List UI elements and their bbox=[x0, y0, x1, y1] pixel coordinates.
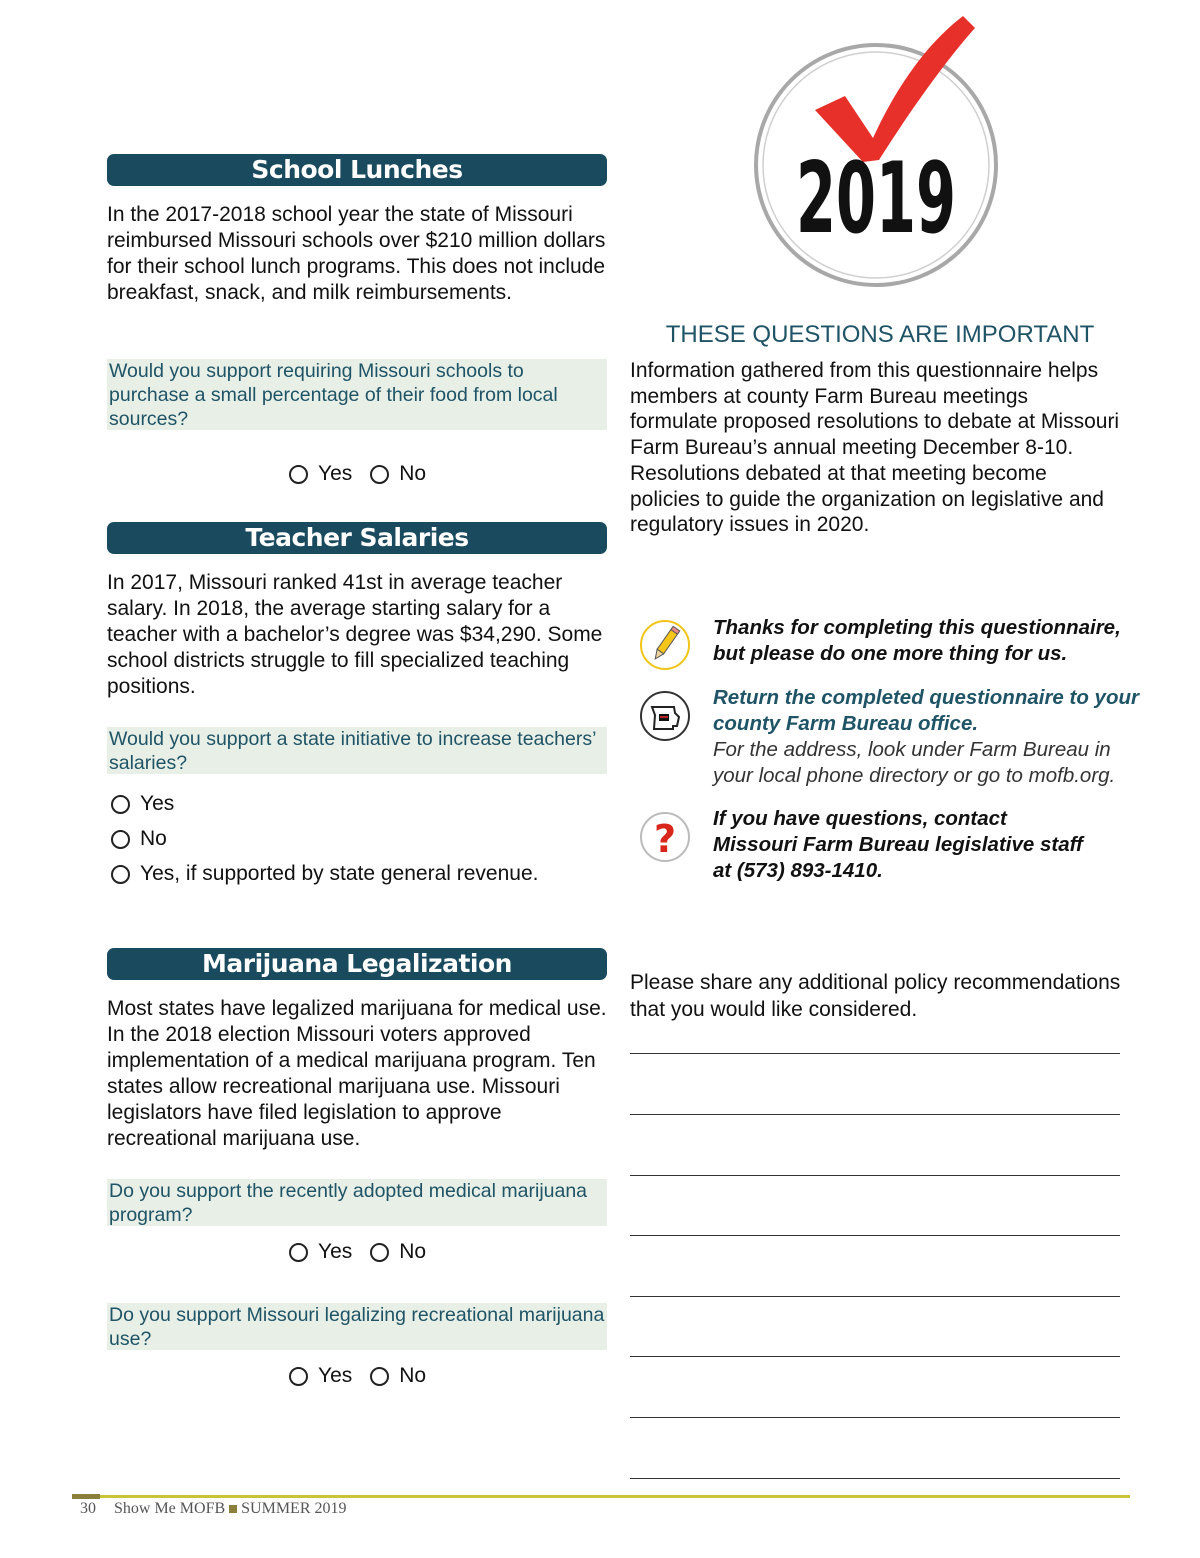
school-lunches-title: School Lunches bbox=[251, 155, 463, 184]
footer bbox=[80, 1500, 347, 1518]
important-heading: THESE QUESTIONS ARE IMPORTANT bbox=[665, 321, 1095, 348]
answer-line-6[interactable] bbox=[630, 1356, 1120, 1357]
pencil-icon bbox=[640, 620, 690, 670]
badge-year: 2019 bbox=[796, 142, 956, 256]
answer-line-3[interactable] bbox=[630, 1175, 1120, 1176]
teacher-salaries-option-no[interactable]: No bbox=[111, 827, 167, 851]
answer-line-5[interactable] bbox=[630, 1296, 1120, 1297]
footer-rule bbox=[72, 1495, 1130, 1498]
radio-icon[interactable] bbox=[289, 1243, 308, 1262]
radio-icon[interactable] bbox=[289, 1367, 308, 1386]
teacher-salaries-option-conditional[interactable]: Yes, if supported by state general revenue. bbox=[111, 862, 539, 886]
thanks-note: Thanks for completing this questionnaire, but please do one more thing for us. bbox=[713, 616, 1121, 665]
page-number: 30 bbox=[80, 1500, 96, 1517]
radio-icon[interactable] bbox=[111, 865, 130, 884]
radio-icon[interactable] bbox=[370, 465, 389, 484]
radio-icon[interactable] bbox=[370, 1243, 389, 1262]
school-lunches-options bbox=[289, 462, 444, 486]
radio-icon[interactable] bbox=[370, 1367, 389, 1386]
return-note-plain: For the address, look under Farm Bureau in your local phone directory or go to mofb.org. bbox=[713, 738, 1116, 787]
radio-icon[interactable] bbox=[111, 830, 130, 849]
school-lunches-question: Would you support requiring Missouri schools to purchase a small percentage of their food from local sources? bbox=[107, 359, 607, 430]
teacher-salaries-option-yes[interactable]: Yes bbox=[111, 792, 174, 816]
answer-line-8[interactable] bbox=[630, 1478, 1120, 1479]
teacher-salaries-title: Teacher Salaries bbox=[245, 523, 469, 552]
marijuana-medical-options bbox=[289, 1240, 444, 1264]
marijuana-question-medical: Do you support the recently adopted medical marijuana program? bbox=[107, 1179, 607, 1226]
radio-icon[interactable] bbox=[289, 465, 308, 484]
answer-line-1[interactable] bbox=[630, 1053, 1120, 1054]
separator-square-icon bbox=[229, 1505, 237, 1513]
additional-prompt: Please share any additional policy recommendations that you would like considered. bbox=[630, 971, 1121, 1021]
footer-rule-accent bbox=[72, 1494, 100, 1499]
radio-icon[interactable] bbox=[111, 795, 130, 814]
marijuana-medical-yes-option[interactable]: Yes bbox=[289, 1240, 352, 1264]
school-lunches-yes-option[interactable]: Yes bbox=[289, 462, 352, 486]
school-lunches-body: In the 2017-2018 school year the state of Missouri reimbursed Missouri schools over $210 million dollars for their school lunch programs. This does not include breakfast, snack, and milk reimbursements. bbox=[107, 203, 606, 304]
return-note bbox=[713, 685, 1143, 789]
svg-text:?: ? bbox=[653, 817, 677, 861]
marijuana-body: Most states have legalized marijuana for medical use. In the 2018 election Missouri voters approved implementation of a medical marijuana program. Ten states allow recreational marijuana use. Missouri legislators have filed legislation to approve recreational marijuana use. bbox=[107, 997, 607, 1150]
teacher-salaries-body: In 2017, Missouri ranked 41st in average teacher salary. In 2018, the average starting salary for a teacher with a bachelor’s degree was $34,290. Some school districts struggle to fill specialized teaching positions. bbox=[107, 571, 603, 698]
return-note-bold: Return the completed questionnaire to your county Farm Bureau office. bbox=[713, 686, 1139, 735]
answer-line-4[interactable] bbox=[630, 1235, 1120, 1236]
teacher-salaries-banner bbox=[107, 522, 607, 554]
important-body: Information gathered from this questionnaire helps members at county Farm Bureau meetings formulate proposed resolutions to debate at Missouri Farm Bureau’s annual meeting December 8-10. Resolutions debated at that meeting become policies to guide the organization on legislative and regulatory issues in 2020. bbox=[630, 359, 1120, 537]
marijuana-question-recreational: Do you support Missouri legalizing recreational marijuana use? bbox=[107, 1303, 607, 1350]
answer-line-7[interactable] bbox=[630, 1417, 1120, 1418]
answer-line-2[interactable] bbox=[630, 1114, 1120, 1115]
missouri-map-icon bbox=[640, 691, 690, 741]
school-lunches-no-option[interactable]: No bbox=[370, 462, 426, 486]
teacher-salaries-question: Would you support a state initiative to increase teachers’ salaries? bbox=[107, 727, 607, 774]
question-mark-icon bbox=[640, 812, 690, 862]
marijuana-recreational-yes-option[interactable]: Yes bbox=[289, 1364, 352, 1388]
marijuana-recreational-options bbox=[289, 1364, 444, 1388]
marijuana-medical-no-option[interactable]: No bbox=[370, 1240, 426, 1264]
issue-name: SUMMER 2019 bbox=[241, 1500, 347, 1517]
contact-note: If you have questions, contact Missouri Farm Bureau legislative staff at (573) 893-1410. bbox=[713, 807, 1083, 882]
marijuana-banner bbox=[107, 948, 607, 980]
year-badge bbox=[745, 10, 1007, 290]
marijuana-title: Marijuana Legalization bbox=[202, 949, 512, 978]
school-lunches-banner bbox=[107, 154, 607, 186]
marijuana-recreational-no-option[interactable]: No bbox=[370, 1364, 426, 1388]
publication-name: Show Me MOFB bbox=[114, 1500, 226, 1517]
